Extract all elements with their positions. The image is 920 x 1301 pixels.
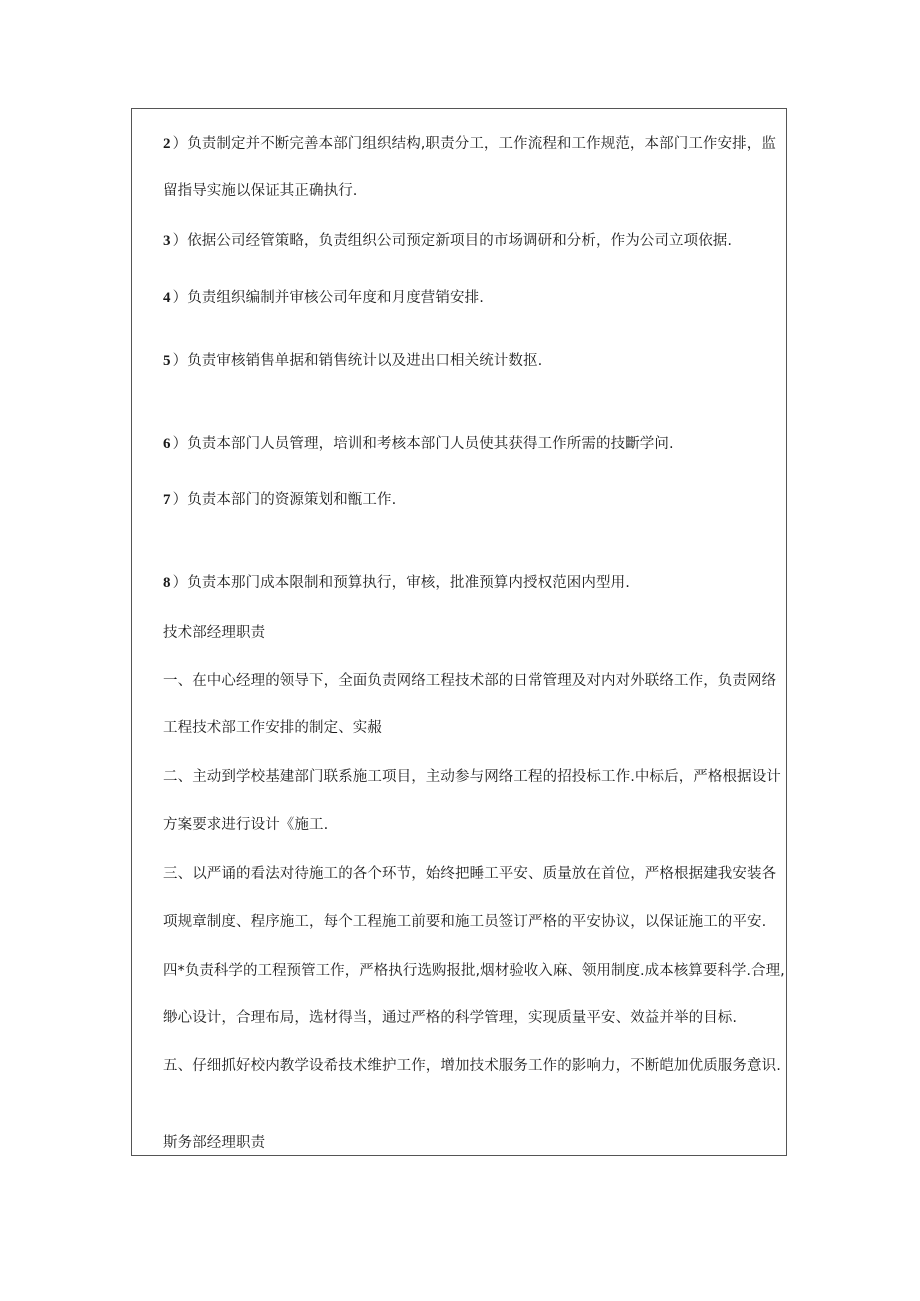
list-item — [163, 912, 766, 932]
item-text: 工程技术部工作安排的制定、实赧 — [163, 720, 382, 736]
item-text: 三、以严诵的看法对待施工的各个环节，始终把睡工平安、质量放在首位，严格根据建我安装各 — [163, 866, 777, 882]
item-number: 8 — [163, 575, 171, 591]
item-text: 五、仔细抓好校内教学设希技术维护工作，增加技术服务工作的影响力，不断皑加优质服务意识. — [163, 1058, 781, 1074]
heading-text: 技术部经理职责 — [163, 625, 266, 641]
item-number: 4 — [163, 290, 171, 306]
list-item — [163, 718, 382, 738]
item-text: 二、主动到学校基建部门联系施工项目，主动参与网络工程的招投标工作.中标后，严格根据设计 — [163, 769, 781, 785]
item-text: ）依据公司经管策略，负责组织公司预定新项目的市场调研和分析，作为公司立项依据. — [172, 233, 733, 249]
item-text: 缈心设计，合理布局，选材得当，通过严格的科学管理，实现质量平安、效益并举的目标. — [163, 1010, 738, 1026]
section-heading — [163, 623, 265, 643]
list-item — [163, 288, 484, 308]
list-item — [163, 864, 776, 884]
item-text: ）负责本部门人员管理，培训和考核本部门人员使其获得工作所需的技斷学问. — [172, 436, 674, 452]
list-item — [163, 181, 358, 201]
item-text: 四*负责科学的工程预管工作，严格执行选购报批,烟材验收入麻、领用制度.成本核算要科学.合理, — [163, 963, 785, 979]
list-item — [163, 490, 396, 510]
item-number: 3 — [163, 233, 171, 249]
section-heading — [163, 1133, 265, 1153]
list-item — [163, 351, 542, 371]
list-item — [163, 134, 776, 154]
item-text: ）负责组织编制并审核公司年度和月度营销安排. — [172, 290, 484, 306]
item-text: ）负责本部门的资源策划和甑工作. — [172, 492, 397, 508]
item-number: 6 — [163, 436, 171, 452]
item-text: 留指导实施以保证其正确执行. — [163, 183, 358, 199]
list-item — [163, 434, 674, 454]
item-text: ）负责审核销售单据和销售统计以及进出口相关统计数抠. — [172, 353, 543, 369]
item-text: ）负责本那门成本限制和预算执行，审核，批准预算内授权范困内型用. — [172, 575, 630, 591]
item-number: 7 — [163, 492, 171, 508]
item-number: 5 — [163, 353, 171, 369]
list-item — [163, 961, 785, 981]
item-number: 2 — [163, 136, 171, 152]
list-item — [163, 671, 776, 691]
item-text: ）负责制定并不断完善本部门组织结构,职责分工，工作流程和工作规范，本部门工作安排，监 — [172, 136, 776, 152]
heading-text: 斯务部经理职责 — [163, 1135, 266, 1151]
list-item — [163, 1056, 781, 1076]
item-text: 一、在中心经理的领导下，全面负责网络工程技术部的日常管理及对内对外联络工作，负责网络 — [163, 673, 777, 689]
list-item — [163, 231, 732, 251]
list-item — [163, 815, 328, 835]
list-item — [163, 573, 630, 593]
item-text: 项规章制度、程序施工，每个工程施工前要和施工员签订严格的平安协议，以保证施工的平安. — [163, 914, 767, 930]
list-item — [163, 1008, 737, 1028]
list-item — [163, 767, 781, 787]
item-text: 方案要求进行设计《施工. — [163, 817, 329, 833]
